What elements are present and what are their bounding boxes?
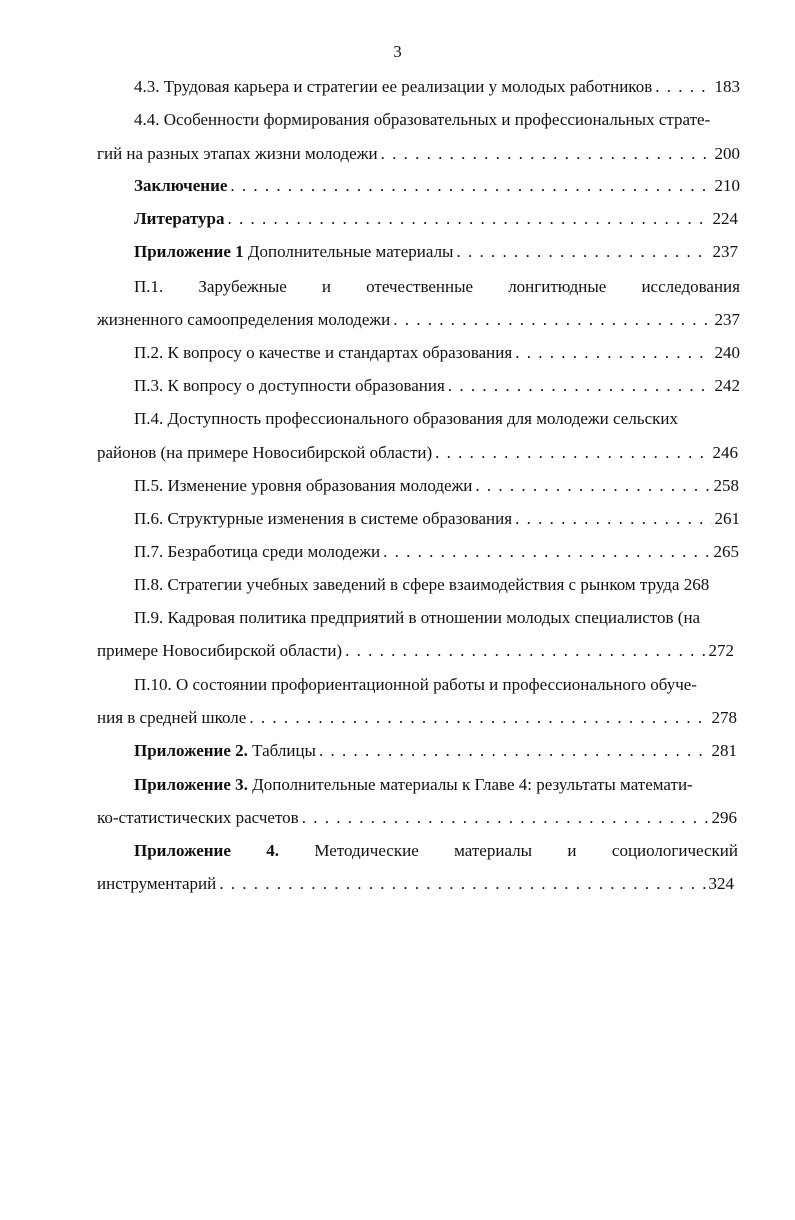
toc-entry-p2 <box>134 341 740 365</box>
word: Методические <box>314 841 419 860</box>
dot-leader <box>475 474 710 498</box>
toc-page-number: 240 <box>714 343 740 362</box>
toc-entry-p9-line2 <box>97 639 734 663</box>
toc-entry-p1-line2 <box>97 308 740 332</box>
toc-page-number: 183 <box>714 77 740 96</box>
word: и <box>567 841 577 860</box>
dot-leader <box>381 142 712 166</box>
toc-entry-4-3 <box>134 75 740 99</box>
dot-leader <box>230 174 711 198</box>
toc-page-number: 200 <box>714 144 740 163</box>
toc-entry-p4-line2 <box>97 441 738 465</box>
toc-page-number: 324 <box>708 874 734 893</box>
toc-entry-4-4-line2 <box>97 142 740 166</box>
toc-entry-title: П.3. К вопросу о доступности образования <box>134 376 445 395</box>
toc-entry-title: П.7. Безработица среди молодежи <box>134 542 381 561</box>
toc-entry-appendix-1 <box>134 240 738 264</box>
toc-entry-title: примере Новосибирской области) <box>97 641 343 660</box>
toc-entry-title: Литература <box>134 209 225 228</box>
toc-entry-p6 <box>134 507 740 531</box>
toc-entry-title: П.6. Структурные изменения в системе образования <box>134 509 513 528</box>
dot-leader <box>393 308 711 332</box>
appendix-label: Приложение 3. <box>134 775 248 794</box>
toc-entry-title: жизненного самоопределения молодежи <box>97 310 391 329</box>
toc-page-number: 265 <box>713 542 739 561</box>
appendix-label: Приложение 2. <box>134 741 248 760</box>
toc-entry-title: Дополнительные материалы <box>243 242 454 261</box>
word: отечественные <box>366 277 474 296</box>
dot-leader <box>383 540 710 564</box>
toc-entry-title: ко-статистических расчетов <box>97 808 299 827</box>
toc-page-number: 272 <box>708 641 734 660</box>
toc-entry-appendix-4-line2 <box>97 872 734 896</box>
appendix-label: Приложение 1 <box>134 242 244 261</box>
page-number: 3 <box>393 42 402 61</box>
dot-leader <box>515 507 711 531</box>
dot-leader <box>219 872 705 896</box>
toc-page-number: 296 <box>711 808 737 827</box>
word: 4. <box>266 841 279 860</box>
dot-leader <box>302 806 709 830</box>
word: и <box>321 277 332 296</box>
dot-leader <box>655 75 711 99</box>
toc-entry-appendix-3-line2 <box>97 806 737 830</box>
toc-entry-title: Заключение <box>134 176 228 195</box>
toc-page-number: 261 <box>714 509 740 528</box>
dot-leader <box>456 240 709 264</box>
toc-page-number: 224 <box>712 209 738 228</box>
toc-entry-literature <box>134 207 738 231</box>
dot-leader <box>319 739 709 763</box>
word: Приложение <box>134 841 231 860</box>
dot-leader <box>345 639 705 663</box>
word: Зарубежные <box>198 277 287 296</box>
dot-leader <box>227 207 709 231</box>
dot-leader <box>249 706 708 730</box>
dot-leader <box>448 374 712 398</box>
word: П.1. <box>134 277 164 296</box>
toc-entry-title: районов (на примере Новосибирской области) <box>97 443 433 462</box>
toc-entry-p4-line1: П.4. Доступность профессионального образования для молодежи сельских <box>134 409 678 428</box>
toc-entry-4-4-line1: 4.4. Особенности формирования образовательных и профессиональных страте- <box>134 110 711 129</box>
word: материалы <box>454 841 533 860</box>
toc-entry-title: 4.3. Трудовая карьера и стратегии ее реализации у молодых работников <box>134 77 653 96</box>
toc-entry-title: инструментарий <box>97 874 217 893</box>
toc-entry-title: Дополнительные материалы к Главе 4: результаты математи- <box>247 775 693 794</box>
toc-entry-p8: П.8. Стратегии учебных заведений в сфере взаимодействия с рынком труда 268 <box>134 575 710 594</box>
toc-page-number: 281 <box>711 741 737 760</box>
toc-entry-p3 <box>134 374 740 398</box>
word: социологический <box>611 841 738 860</box>
toc-entry-p10-line1: П.10. О состоянии профориентационной работы и профессионального обуче- <box>134 675 697 694</box>
toc-page-number: 258 <box>713 476 739 495</box>
toc-page-number: 246 <box>712 443 738 462</box>
toc-entry-title: П.2. К вопросу о качестве и стандартах образования <box>134 343 513 362</box>
word: лонгитюдные <box>508 277 607 296</box>
toc-entry-conclusion <box>134 174 740 198</box>
toc-entry-p1-line1 <box>134 275 740 299</box>
toc-entry-p9-line1: П.9. Кадровая политика предприятий в отношении молодых специалистов (на <box>134 608 701 627</box>
word: исследования <box>641 277 740 296</box>
toc-page-number: 242 <box>714 376 740 395</box>
toc-entry-appendix-2 <box>134 739 737 763</box>
toc-page-number: 210 <box>714 176 740 195</box>
toc-entry-appendix-4-line1 <box>134 839 738 863</box>
toc-page-number: 237 <box>712 242 738 261</box>
toc-entry-title: П.5. Изменение уровня образования молодежи <box>134 476 473 495</box>
toc-entry-title: ния в средней школе <box>97 708 247 727</box>
dot-leader <box>515 341 711 365</box>
toc-entry-p7 <box>134 540 739 564</box>
toc-entry-appendix-3-line1 <box>134 773 742 797</box>
toc-entry-p5 <box>134 474 739 498</box>
toc-page-number: 278 <box>711 708 737 727</box>
toc-page-number: 237 <box>714 310 740 329</box>
dot-leader <box>435 441 709 465</box>
toc-entry-title: Таблицы <box>247 741 316 760</box>
toc-entry-title: гий на разных этапах жизни молодежи <box>97 144 378 163</box>
toc-entry-p10-line2 <box>97 706 737 730</box>
